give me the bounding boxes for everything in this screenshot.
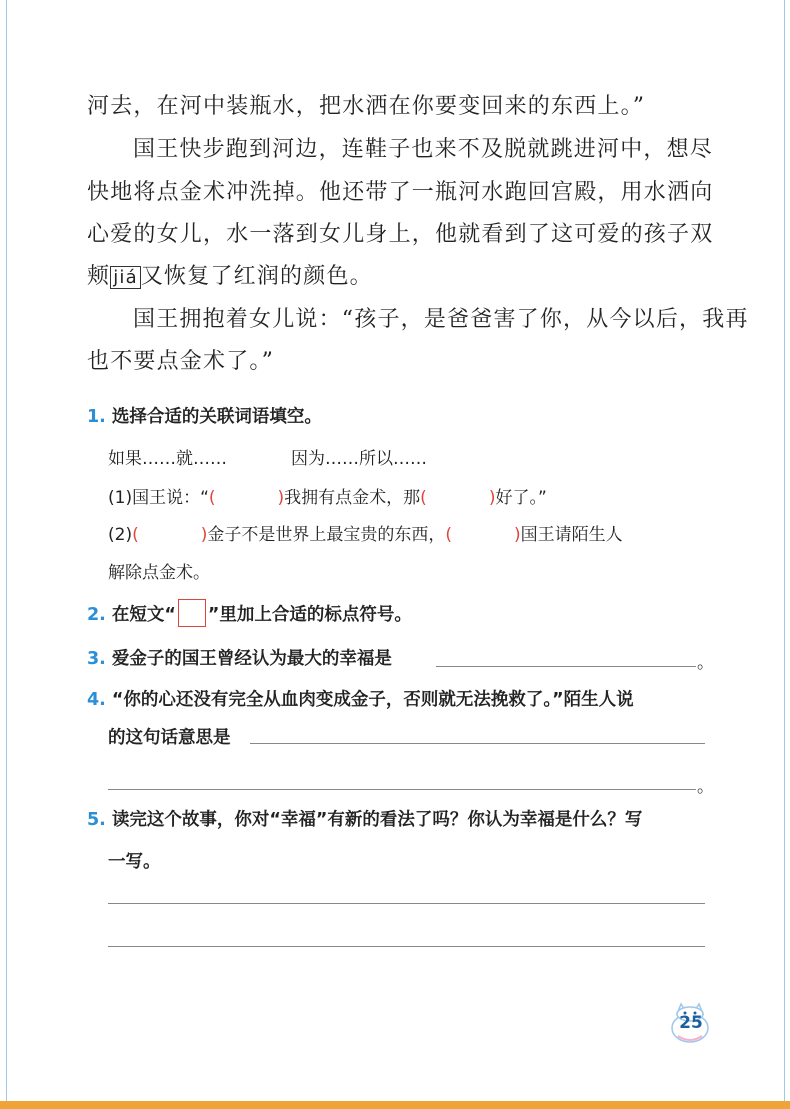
item-text: 金子不是世界上最宝贵的东西， [207, 525, 446, 545]
question-4 [87, 686, 634, 711]
answer-blank-open[interactable]: ( [208, 488, 216, 508]
question-number: 1. [87, 407, 106, 427]
answer-blank-close[interactable]: ) [514, 525, 521, 545]
answer-blank-close[interactable]: ) [277, 488, 285, 508]
question-3 [87, 645, 392, 670]
punctuation-box [178, 599, 206, 627]
question-text: 读完这个故事，你对“幸福”有新的看法了吗？你认为幸福是什么？写 [111, 810, 643, 830]
question-text: “你的心还没有完全从血肉变成金子，否则就无法挽救了。”陌生人说 [111, 690, 634, 710]
option-a: 如果……就…… [108, 449, 227, 469]
answer-blank-open[interactable]: ( [445, 525, 453, 545]
period: 。 [697, 653, 714, 673]
item-text: (2) [108, 525, 133, 545]
question-1 [87, 403, 322, 428]
answer-blank-open[interactable]: ( [420, 488, 427, 508]
page-frame [6, 0, 785, 1101]
question-number: 5. [87, 810, 106, 830]
question-5-line2: 一写。 [108, 852, 161, 872]
page-number: 25 [679, 1013, 703, 1033]
q1-item-2 [108, 520, 623, 545]
jia-char: 颊 [87, 264, 111, 289]
question-text: 在短文“ [111, 605, 176, 625]
story-line: 心爱的女儿，水一落到女儿身上，他就看到了这可爱的孩子双 [87, 222, 714, 247]
item-text: 好了。” [495, 488, 547, 508]
question-5 [87, 806, 642, 831]
q1-item-2-continued: 解除点金术。 [108, 563, 210, 583]
story-line: 快地将点金术冲洗掉。他还带了一瓶河水跑回宫殿，用水洒向 [87, 180, 714, 205]
answer-line[interactable] [108, 903, 705, 904]
answer-line[interactable] [436, 666, 696, 667]
story-line-text: 又恢复了红润的颜色。 [140, 264, 373, 289]
question-text: 爱金子的国王曾经认为最大的幸福是 [111, 649, 392, 669]
answer-line[interactable] [250, 743, 705, 744]
footer-rule [0, 1101, 790, 1109]
question-4-line2: 的这句话意思是 [108, 728, 231, 748]
answer-blank-open[interactable]: ( [132, 525, 139, 545]
question-number: 2. [87, 605, 106, 625]
question-text: ”里加上合适的标点符号。 [207, 605, 412, 625]
answer-line[interactable] [108, 946, 705, 947]
answer-blank-close[interactable]: ) [488, 488, 496, 508]
item-text: 我拥有点金术，那 [284, 488, 421, 508]
item-text: (1)国王说：“ [108, 488, 209, 508]
answer-blank-close[interactable]: ) [200, 525, 208, 545]
item-text: 国王请陌生人 [520, 525, 623, 545]
story-line: 国王快步跑到河边，连鞋子也来不及脱就跳进河中，想尽 [133, 137, 714, 162]
period: 。 [697, 777, 714, 797]
q1-item-1 [108, 483, 547, 508]
story-line: 也不要点金术了。” [87, 349, 275, 374]
story-line: 河去，在河中装瓶水，把水洒在你要变回来的东西上。” [87, 94, 646, 119]
pinyin-annotation: jiá [110, 266, 141, 289]
question-text: 选择合适的关联词语填空。 [111, 407, 322, 427]
answer-line[interactable] [108, 789, 696, 790]
story-line [87, 259, 373, 290]
question-number: 3. [87, 649, 106, 669]
question-number: 4. [87, 690, 106, 710]
question-2 [87, 601, 412, 629]
story-line: 国王拥抱着女儿说：“孩子，是爸爸害了你，从今以后，我再 [133, 307, 749, 332]
option-b: 因为……所以…… [291, 449, 427, 469]
